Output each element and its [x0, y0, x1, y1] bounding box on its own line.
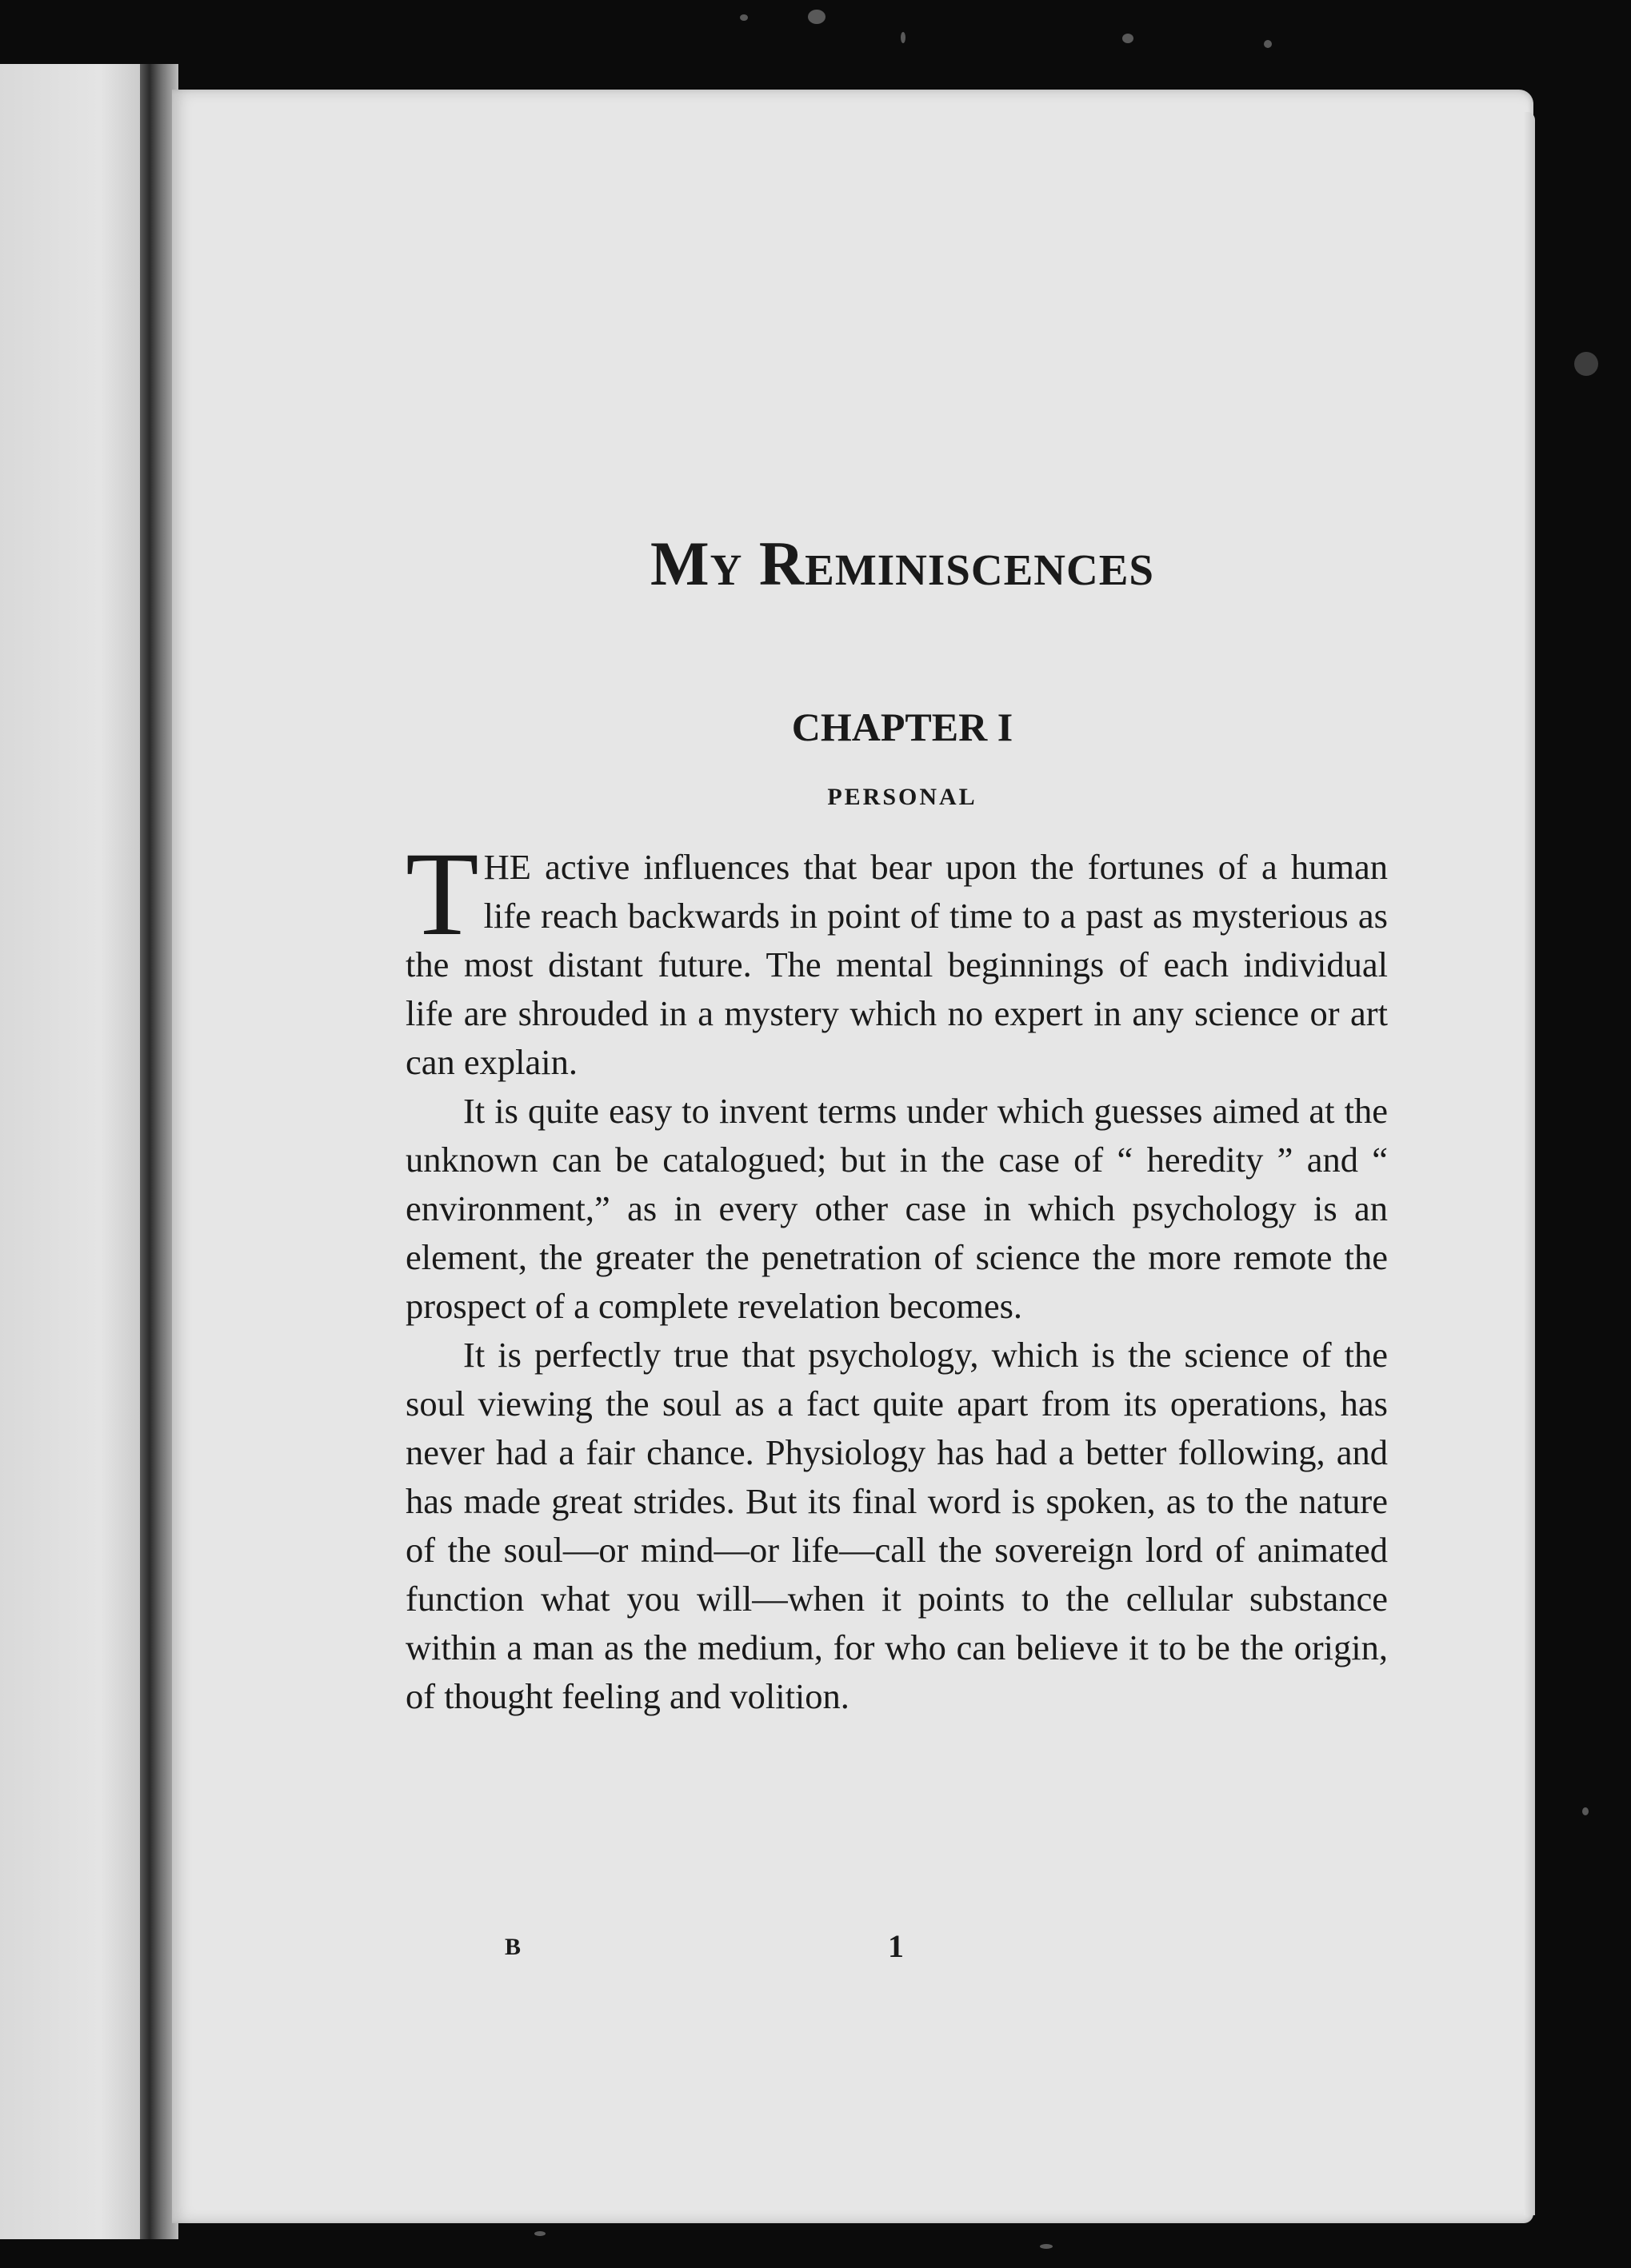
dust-speck — [740, 14, 748, 21]
dust-speck — [1574, 352, 1598, 376]
paragraph-text: HE active influences that bear upon the fortunes of a human life reach backwards in point of time to a past as mysterious as the most distant future. The mental beginnings of each individual life are shrouded in a mystery which no expert in any science or art can explain. — [406, 847, 1388, 1082]
page-number: 1 — [888, 1928, 904, 1964]
paragraph: It is quite easy to invent terms under which guesses aimed at the unknown can be catalogued; but in the case of “ heredity ” and “ environment,” as in every other case in which psychology is an element, the greater the penetration of science the more remote the prospect of a complete revelation becomes. — [406, 1091, 1388, 1326]
dust-speck — [1582, 1807, 1589, 1815]
book-title: My Reminiscences — [650, 529, 1154, 598]
paragraph: It is perfectly true that psychology, which is the science of the soul viewing the soul as a fact quite apart from its operations, has never had a fair chance. Physiology has had a better following, and has made great strides. But its final word is spoken, as to the nature of the soul—or mind—or life—call the sovereign lord of animated function what you will—when it points to the cellular substance within a man as the medium, for who can believe it to be the origin, of thought feeling and volition. — [406, 1335, 1388, 1716]
chapter-body — [406, 828, 1388, 1721]
dust-speck — [534, 2231, 546, 2236]
dust-speck — [808, 10, 825, 24]
drop-cap: T — [406, 828, 479, 960]
facing-page-edge — [0, 64, 144, 2239]
page-edge-shadow — [1524, 112, 1535, 2215]
dust-speck — [1040, 2244, 1053, 2249]
chapter-subtitle: PERSONAL — [827, 784, 977, 810]
chapter-heading: CHAPTER I — [791, 705, 1013, 749]
dust-speck — [1264, 40, 1272, 48]
book-page — [172, 90, 1533, 2223]
paragraph — [406, 828, 1388, 1087]
dust-speck — [1122, 34, 1133, 43]
dust-speck — [901, 32, 905, 43]
signature-mark: B — [505, 1934, 522, 1960]
